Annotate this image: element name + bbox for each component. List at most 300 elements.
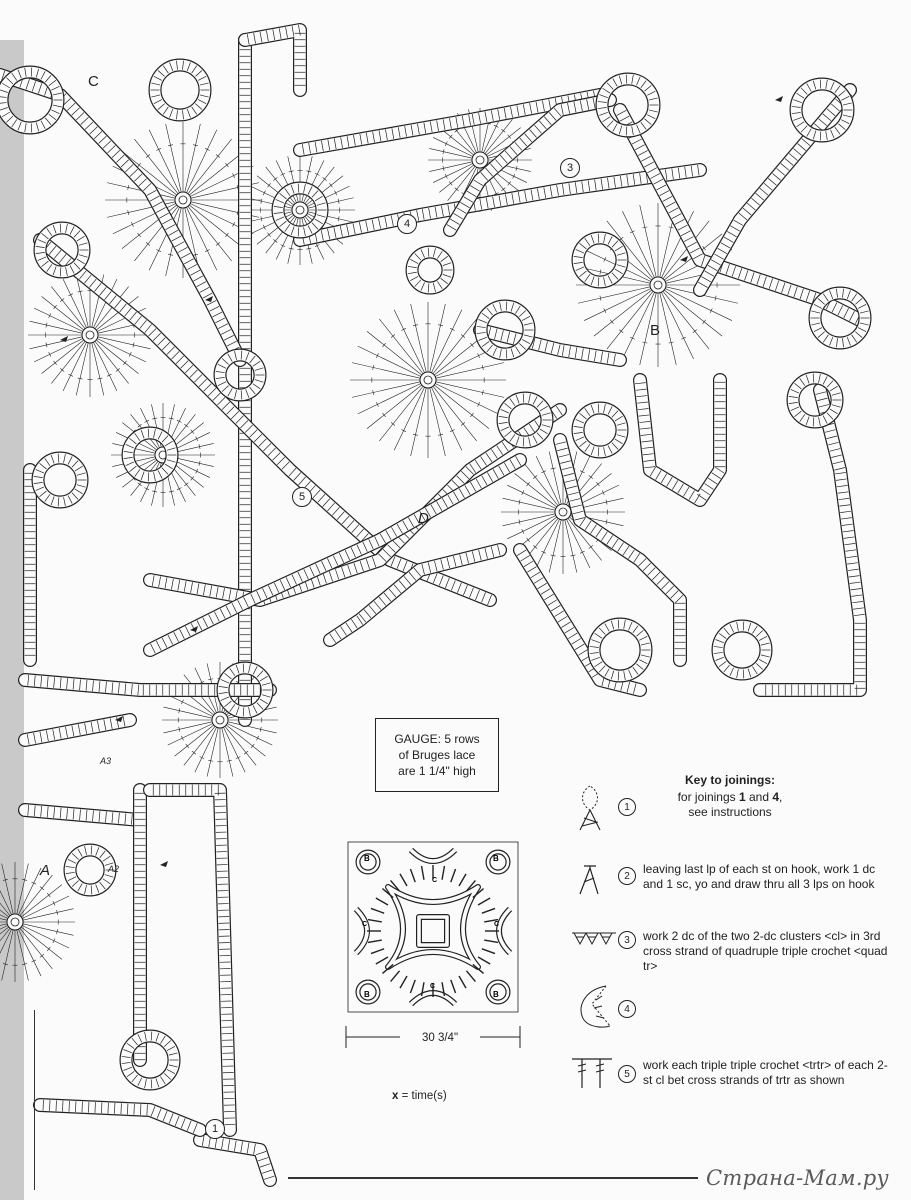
star-spoke-tick bbox=[40, 887, 44, 890]
star-spoke-tick bbox=[68, 294, 73, 296]
star-spoke-tick bbox=[145, 420, 150, 422]
star-spoke-tick bbox=[216, 155, 220, 158]
curl-b-upper bbox=[574, 234, 627, 287]
braid-fill bbox=[245, 30, 300, 90]
times-note bbox=[392, 1090, 447, 1102]
star-spoke-tick bbox=[31, 960, 36, 962]
star-spoke bbox=[411, 304, 427, 372]
curl-center-low bbox=[499, 394, 552, 447]
star-spoke-tick bbox=[184, 424, 188, 427]
curl-fill bbox=[578, 408, 622, 452]
curl-b-lower bbox=[574, 404, 627, 457]
braid-fill bbox=[150, 410, 560, 600]
star-spoke-tick bbox=[233, 173, 235, 178]
curl-right-low bbox=[789, 374, 842, 427]
motif-ray bbox=[368, 940, 382, 942]
star-spoke-tick bbox=[263, 191, 265, 196]
gauge-box bbox=[375, 718, 499, 792]
star-spoke-tick bbox=[244, 751, 248, 754]
star-spoke-tick bbox=[461, 335, 465, 338]
star-spoke-tick bbox=[323, 177, 327, 180]
star-spoke bbox=[640, 205, 656, 277]
joining-marker-3: 3 bbox=[560, 158, 580, 178]
key-number-4: 4 bbox=[618, 1000, 636, 1018]
star-spoke-tick bbox=[508, 135, 511, 139]
star-spoke bbox=[352, 363, 420, 379]
star-spoke bbox=[42, 296, 84, 330]
star-spoke bbox=[394, 310, 424, 373]
star-spoke bbox=[435, 383, 498, 413]
motif-ray bbox=[400, 874, 407, 886]
star-spoke bbox=[439, 128, 473, 155]
star-spoke bbox=[358, 383, 421, 413]
corner-label-a3: A3 bbox=[100, 756, 112, 766]
star-spoke-tick bbox=[541, 471, 546, 473]
motif-top-wing bbox=[411, 850, 455, 861]
star-center bbox=[7, 914, 23, 930]
motif-ray bbox=[400, 976, 407, 988]
curl-right-mid bbox=[811, 289, 870, 348]
motif-ray bbox=[478, 957, 490, 964]
curl-bottom-right-2 bbox=[714, 622, 771, 679]
key-text-2: leaving last lp of each st on hook, work 1 dc and 1 sc, yo and draw thru all 3 lps on hook bbox=[643, 862, 876, 891]
star-spoke bbox=[185, 124, 201, 192]
star-spoke bbox=[42, 340, 84, 374]
braid-fill bbox=[700, 90, 850, 290]
key-subtitle-line2: see instructions bbox=[688, 805, 772, 819]
curl-far-left bbox=[34, 454, 87, 507]
star-spoke bbox=[186, 130, 216, 193]
star-spoke-tick bbox=[53, 901, 55, 906]
star-spoke-tick bbox=[123, 361, 126, 365]
joining-5-symbol-icon bbox=[570, 1056, 616, 1090]
corner-label-a2: A2 bbox=[108, 864, 120, 874]
star-spoke-tick bbox=[47, 947, 50, 951]
braid-fill bbox=[640, 380, 720, 500]
star-spoke-tick bbox=[146, 155, 150, 158]
star-motif bbox=[245, 155, 355, 265]
section-label-b: B bbox=[650, 322, 661, 339]
star-center bbox=[292, 202, 308, 218]
star-spoke-tick bbox=[315, 245, 320, 247]
star-spoke-tick bbox=[461, 422, 465, 425]
curl-fill bbox=[155, 65, 205, 115]
star-spoke-tick bbox=[693, 330, 697, 333]
motif-ray bbox=[376, 957, 388, 964]
star-spoke-tick bbox=[401, 328, 406, 330]
star-spoke-tick bbox=[494, 125, 499, 127]
star-spoke-tick bbox=[53, 938, 55, 943]
section-label-a: A bbox=[40, 862, 51, 879]
star-spoke-tick bbox=[604, 308, 606, 313]
star-center bbox=[82, 327, 98, 343]
site-watermark: Страна-Мам.ру bbox=[706, 1166, 890, 1190]
star-spoke-tick bbox=[508, 181, 511, 185]
star-spoke-tick bbox=[383, 343, 386, 347]
star-spoke-tick bbox=[391, 335, 395, 338]
braid-vertical-far-left bbox=[25, 470, 36, 660]
star-spoke bbox=[578, 287, 650, 303]
braid-fill bbox=[760, 390, 860, 690]
motif-ray bbox=[410, 869, 415, 882]
arrow-marker bbox=[60, 336, 68, 342]
star-spoke-tick bbox=[54, 361, 57, 365]
star-spoke-tick bbox=[527, 538, 530, 542]
motif-corner-b-br: B bbox=[493, 990, 499, 999]
star-spoke-tick bbox=[450, 328, 455, 330]
star-spoke-tick bbox=[196, 469, 198, 474]
braid-vertical-left bbox=[240, 40, 251, 720]
key-subtitle-joining-4: 4 bbox=[772, 790, 780, 804]
star-spoke-tick bbox=[181, 700, 183, 705]
star-spoke bbox=[430, 388, 446, 456]
star-spoke-tick bbox=[145, 488, 150, 490]
star-spoke-tick bbox=[184, 483, 188, 486]
star-spoke-tick bbox=[54, 305, 57, 309]
star-motif bbox=[28, 273, 152, 397]
star-spoke-tick bbox=[146, 242, 150, 245]
braid-fill bbox=[40, 240, 490, 600]
braid-left-horizontal-3 bbox=[25, 805, 140, 825]
curl-fill bbox=[793, 378, 837, 422]
star-spoke-tick bbox=[281, 245, 286, 247]
star-spoke-tick bbox=[138, 424, 142, 427]
motif-ray bbox=[391, 971, 400, 982]
braid-diagonal-c bbox=[0, 71, 242, 360]
star-spoke-tick bbox=[191, 476, 194, 480]
motif-center bbox=[419, 917, 447, 945]
braid-upper-horizontal bbox=[300, 165, 700, 245]
star-spoke bbox=[51, 287, 85, 329]
joining-marker-5: 5 bbox=[292, 487, 312, 507]
motif-ray bbox=[371, 908, 384, 913]
joining-4-symbol-icon bbox=[570, 982, 616, 1034]
star-spoke-tick bbox=[445, 142, 447, 147]
braid-right-vertical bbox=[760, 390, 865, 695]
star-spoke bbox=[436, 363, 504, 379]
braid-top-hook bbox=[245, 25, 305, 90]
curl-fill bbox=[594, 624, 646, 676]
star-spoke bbox=[166, 124, 182, 192]
motif-ray bbox=[442, 866, 444, 880]
star-spoke-tick bbox=[533, 545, 537, 548]
star-spoke-tick bbox=[138, 233, 141, 237]
star-spoke bbox=[394, 387, 424, 450]
star-spoke bbox=[352, 382, 420, 398]
star-spoke bbox=[584, 288, 651, 320]
star-spoke-tick bbox=[470, 343, 473, 347]
motif-ray bbox=[371, 949, 384, 954]
star-spoke bbox=[660, 293, 676, 365]
motif-ray bbox=[478, 898, 490, 905]
gauge-line-2: of Bruges lace bbox=[398, 748, 476, 762]
joining-marker-4: 4 bbox=[397, 214, 417, 234]
star-center bbox=[175, 192, 191, 208]
times-text: = time(s) bbox=[398, 1090, 447, 1102]
star-spoke-tick bbox=[541, 551, 546, 553]
star-spoke-tick bbox=[470, 413, 473, 417]
star-spoke-tick bbox=[196, 437, 198, 442]
star-spoke-tick bbox=[580, 471, 585, 473]
braid-bottom-hook bbox=[200, 1135, 274, 1180]
star-spoke-tick bbox=[703, 246, 706, 250]
star-spoke-tick bbox=[445, 174, 447, 179]
star-spoke-tick bbox=[619, 330, 623, 333]
motif-ray bbox=[451, 869, 456, 882]
braid-center-curve bbox=[150, 406, 562, 604]
star-spoke-tick bbox=[129, 352, 131, 357]
page-spine bbox=[0, 40, 24, 1200]
star-spoke-tick bbox=[703, 320, 706, 324]
motif-ray bbox=[451, 980, 456, 993]
star-spoke-tick bbox=[478, 353, 480, 358]
star-spoke bbox=[436, 382, 504, 398]
star-spoke-tick bbox=[383, 413, 386, 417]
star-spoke-tick bbox=[225, 163, 228, 167]
star-spoke-tick bbox=[31, 882, 36, 884]
star-spoke-tick bbox=[602, 490, 604, 495]
motif-left-wing bbox=[356, 909, 367, 953]
star-spoke bbox=[515, 473, 557, 507]
star-center bbox=[555, 504, 571, 520]
arrow-marker bbox=[160, 861, 168, 867]
key-number-5: 5 bbox=[618, 1065, 636, 1083]
motif-ray bbox=[466, 971, 475, 982]
arrow-marker bbox=[775, 96, 783, 102]
star-spoke-tick bbox=[450, 430, 455, 432]
star-spoke bbox=[95, 341, 129, 383]
star-spoke-tick bbox=[47, 893, 50, 897]
star-spoke-tick bbox=[107, 374, 112, 376]
star-spoke-tick bbox=[205, 148, 210, 150]
star-spoke-tick bbox=[273, 177, 277, 180]
star-spoke-tick bbox=[596, 482, 599, 486]
gauge-line-1: GAUGE: 5 rows bbox=[394, 732, 480, 746]
times-symbol: x bbox=[392, 1090, 399, 1102]
key-subtitle-post: , bbox=[779, 790, 783, 804]
star-spoke-tick bbox=[610, 320, 613, 324]
star-spoke-tick bbox=[589, 476, 593, 479]
star-spoke-tick bbox=[281, 173, 286, 175]
star-spoke bbox=[175, 725, 214, 756]
star-spoke bbox=[21, 885, 62, 917]
star-spoke bbox=[431, 310, 461, 373]
left-margin-rule bbox=[34, 1010, 35, 1190]
star-center bbox=[472, 152, 488, 168]
star-spoke bbox=[184, 726, 215, 765]
star-spoke bbox=[430, 304, 446, 372]
motif-ray bbox=[422, 866, 424, 880]
star-spoke-tick bbox=[478, 402, 480, 407]
star-spoke-tick bbox=[138, 483, 142, 486]
star-spoke bbox=[20, 928, 52, 969]
diagram-background-group bbox=[0, 40, 24, 1200]
star-spoke-tick bbox=[116, 368, 120, 371]
star-spoke-tick bbox=[205, 250, 210, 252]
star-spoke-tick bbox=[589, 545, 593, 548]
motif-center-outline bbox=[419, 917, 447, 945]
star-spoke-tick bbox=[177, 488, 182, 490]
star-spoke-tick bbox=[60, 299, 64, 302]
key-title: Key to joinings: bbox=[685, 773, 775, 787]
star-spoke-tick bbox=[501, 188, 505, 191]
motif-ray bbox=[482, 908, 495, 913]
star-spoke-tick bbox=[329, 183, 332, 187]
braid-left-horizontal-2 bbox=[25, 716, 130, 745]
key-number-3: 3 bbox=[618, 931, 636, 949]
motif-ray bbox=[376, 898, 388, 905]
star-spoke-tick bbox=[630, 337, 635, 339]
motif-side-c-left: C bbox=[362, 921, 368, 928]
star-spoke-tick bbox=[513, 174, 515, 179]
star-spoke-tick bbox=[522, 529, 524, 534]
star-spoke bbox=[96, 340, 138, 374]
star-spoke-tick bbox=[156, 250, 161, 252]
motif-side-c-right: C bbox=[494, 921, 500, 928]
braid-right-diag-2 bbox=[698, 89, 852, 290]
motif-ray bbox=[482, 949, 495, 954]
star-spoke bbox=[149, 130, 179, 193]
star-spoke-tick bbox=[533, 476, 537, 479]
star-spoke-tick bbox=[522, 490, 524, 495]
curl-small-1 bbox=[408, 248, 453, 293]
braid-fill bbox=[40, 1105, 200, 1130]
motif-dimension-label: 30 3/4" bbox=[400, 1032, 480, 1044]
star-spoke bbox=[411, 388, 427, 456]
star-spoke-tick bbox=[630, 231, 635, 233]
star-spoke bbox=[524, 464, 558, 506]
star-spoke-tick bbox=[131, 222, 133, 227]
star-spoke-tick bbox=[580, 551, 585, 553]
star-spoke-tick bbox=[138, 163, 141, 167]
star-spoke-tick bbox=[376, 353, 378, 358]
star-spoke bbox=[661, 292, 693, 359]
star-spoke-tick bbox=[216, 242, 220, 245]
star-spoke-tick bbox=[251, 744, 254, 748]
star-center bbox=[420, 372, 436, 388]
motif-side-c-top: C bbox=[432, 877, 438, 884]
joining-3-symbol-icon bbox=[570, 928, 618, 950]
key-subtitle-pre: for joinings bbox=[677, 790, 739, 804]
star-spoke-tick bbox=[177, 420, 182, 422]
star-spoke-tick bbox=[710, 308, 712, 313]
star-center bbox=[650, 277, 666, 293]
star-spoke-tick bbox=[335, 191, 337, 196]
braid-outline bbox=[0, 75, 240, 360]
star-center bbox=[212, 712, 228, 728]
section-label-c: C bbox=[88, 73, 99, 90]
key-text-5: work each triple triple crochet <trtr> of each 2-st cl bet cross strands of trtr as shown bbox=[643, 1058, 888, 1087]
curl-top-right-2 bbox=[792, 80, 853, 141]
motif-ray bbox=[484, 940, 498, 942]
star-spoke-tick bbox=[233, 222, 235, 227]
key-subtitle-mid: and bbox=[745, 790, 773, 804]
star-spoke-tick bbox=[391, 422, 395, 425]
braid-b-loop bbox=[635, 380, 725, 503]
motif-side-c-bottom: C bbox=[430, 983, 436, 990]
joining-2-symbol-icon bbox=[570, 862, 610, 898]
motif-schematic bbox=[338, 836, 528, 1051]
star-spoke-tick bbox=[200, 757, 205, 759]
key-number-2: 2 bbox=[618, 867, 636, 885]
star-spoke-tick bbox=[315, 173, 320, 175]
star-spoke-tick bbox=[49, 313, 51, 318]
motif-ray bbox=[368, 920, 382, 922]
curl-fill bbox=[718, 626, 766, 674]
star-spoke-tick bbox=[60, 368, 64, 371]
motif-corner-b-bl: B bbox=[364, 990, 370, 999]
star-spoke-tick bbox=[273, 239, 277, 242]
star-spoke-tick bbox=[401, 430, 406, 432]
star-spoke-tick bbox=[257, 736, 259, 741]
braid-vertical-a bbox=[135, 790, 146, 1060]
star-spoke-tick bbox=[186, 744, 189, 748]
braid-fill bbox=[0, 75, 240, 360]
motif-corner-b-tl: B bbox=[364, 854, 370, 863]
arrow-marker bbox=[680, 256, 688, 262]
star-spoke-tick bbox=[681, 337, 686, 339]
star-spoke-tick bbox=[449, 181, 452, 185]
curl-fill bbox=[578, 238, 622, 282]
star-spoke-tick bbox=[267, 233, 270, 237]
curl-upper bbox=[151, 61, 210, 120]
star-spoke bbox=[358, 346, 421, 376]
star-spoke-tick bbox=[376, 402, 378, 407]
key-number-1: 1 bbox=[618, 798, 636, 816]
key-subtitle-joining-1: 1 bbox=[738, 790, 746, 804]
star-spoke bbox=[21, 927, 62, 959]
star-spoke bbox=[431, 387, 461, 450]
section-label-d: D bbox=[418, 510, 429, 527]
motif-ray bbox=[459, 976, 466, 988]
motif-ray bbox=[410, 980, 415, 993]
curl-bottom-right-1 bbox=[590, 620, 651, 681]
star-spoke bbox=[20, 875, 52, 916]
star-spoke-tick bbox=[455, 188, 459, 191]
bottom-rule bbox=[288, 1177, 698, 1179]
key-text-3: work 2 dc of the two 2-dc clusters <cl> in 3rd cross strand of quadruple triple crochet <quad tr> bbox=[643, 929, 888, 973]
star-spoke-tick bbox=[604, 257, 606, 262]
star-spoke-tick bbox=[267, 183, 270, 187]
star-spoke-tick bbox=[449, 135, 452, 139]
star-spoke-tick bbox=[68, 374, 73, 376]
star-spoke-tick bbox=[40, 954, 44, 957]
motif-corner-b-tr: B bbox=[493, 854, 499, 863]
star-spoke-tick bbox=[191, 430, 194, 434]
motif-right-wing bbox=[499, 909, 510, 953]
gauge-line-3: are 1 1/4" high bbox=[398, 764, 476, 778]
star-spoke-tick bbox=[501, 129, 505, 132]
star-spoke bbox=[226, 725, 265, 756]
star-spoke-tick bbox=[263, 225, 265, 230]
star-spoke bbox=[225, 726, 256, 765]
braid-fill bbox=[25, 680, 270, 690]
star-spoke-tick bbox=[181, 736, 183, 741]
curl-bottom-left bbox=[122, 1032, 179, 1089]
star-spoke-tick bbox=[236, 757, 241, 759]
motif-ray bbox=[459, 874, 466, 886]
star-spoke-tick bbox=[527, 482, 530, 486]
joining-marker-1: 1 bbox=[205, 1119, 225, 1139]
key-subtitle bbox=[650, 790, 810, 820]
star-spoke-tick bbox=[156, 148, 161, 150]
joining-1-symbol-icon bbox=[570, 782, 610, 837]
braid-bottom-horizontal bbox=[40, 1100, 200, 1133]
star-spoke-tick bbox=[225, 233, 228, 237]
star-spoke bbox=[51, 341, 85, 383]
curl-fill bbox=[38, 458, 82, 502]
curl-top-right-1 bbox=[598, 75, 659, 136]
